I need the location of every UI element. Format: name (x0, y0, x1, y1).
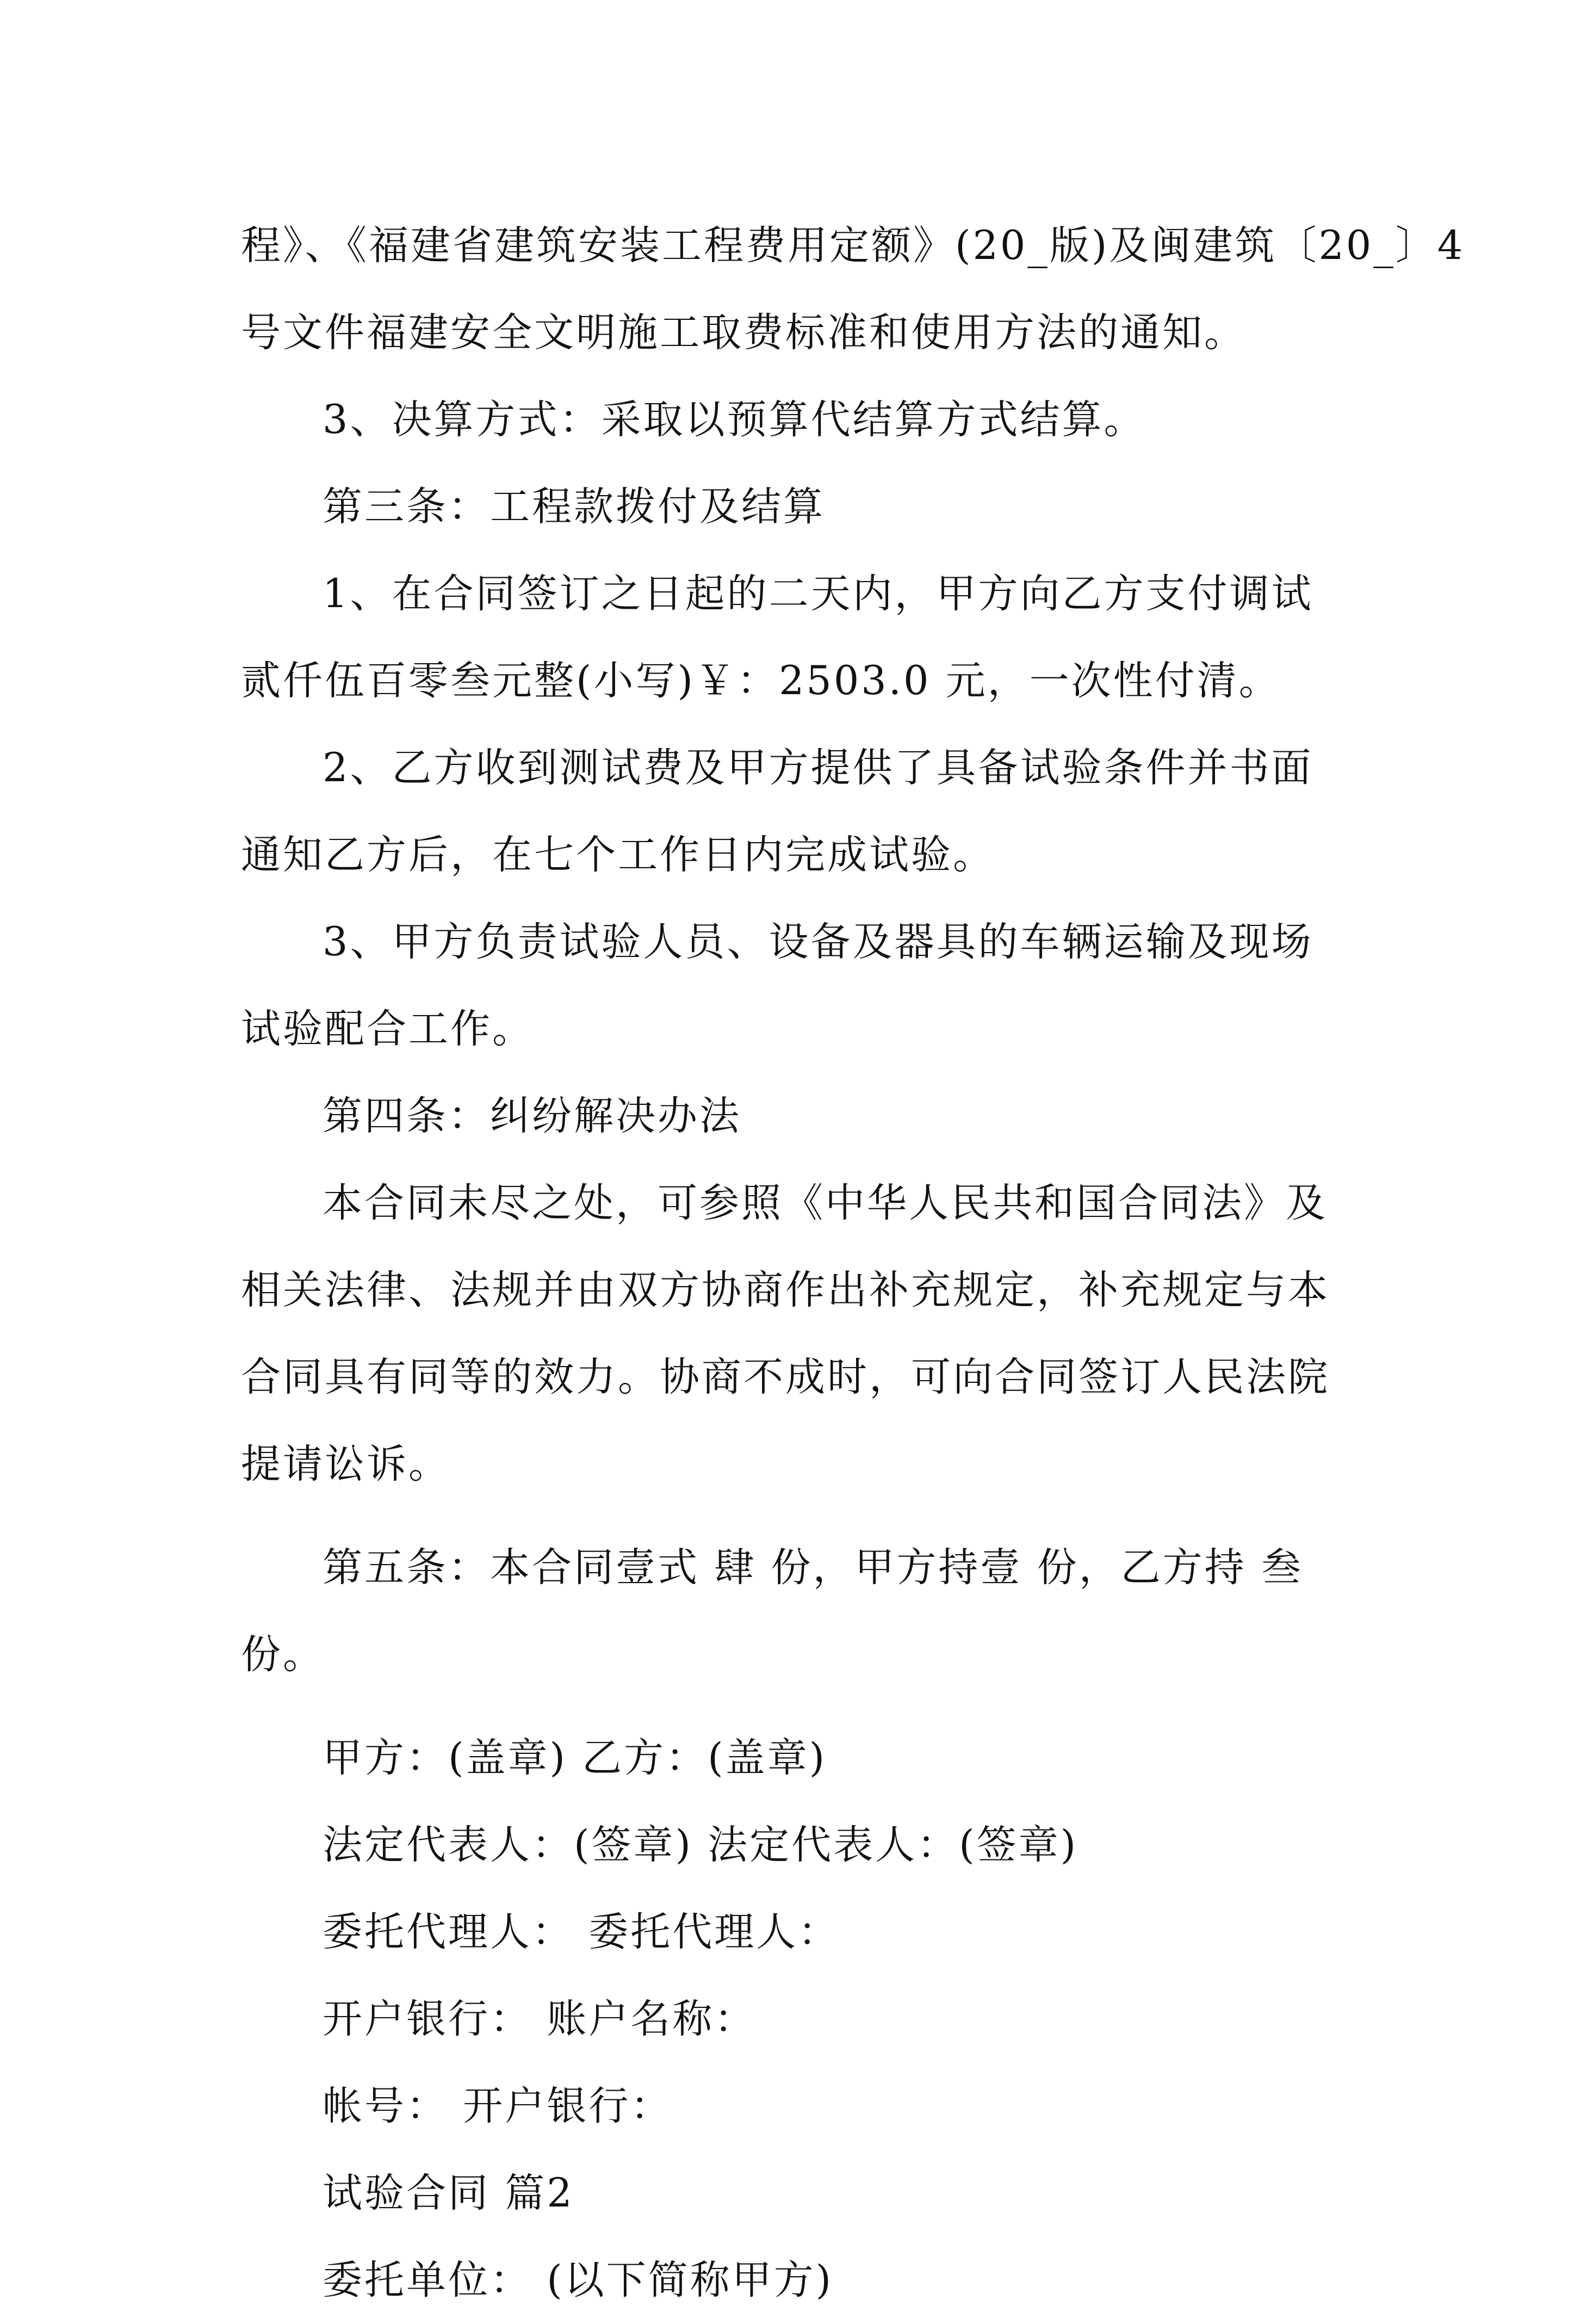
section-heading: 第三条：工程款拨付及结算 (323, 484, 825, 530)
text-line: 通知乙方后，在七个工作日内完成试验。 (241, 832, 995, 878)
signature-line: 开户银行： 账户名称： (323, 1996, 757, 2042)
text-line: 份。 (241, 1631, 325, 1678)
text-line: 号文件福建安全文明施工取费标准和使用方法的通知。 (241, 310, 1246, 356)
text-line: 试验配合工作。 (241, 1006, 534, 1052)
text-line: 3、决算方式：采取以预算代结算方式结算。 (323, 397, 1146, 443)
signature-line: 委托代理人： 委托代理人： (323, 1909, 840, 1955)
text-line: 贰仟伍百零叁元整(小写)￥：2503.0 元，一次性付清。 (241, 658, 1281, 704)
document-body (241, 202, 1465, 2324)
text-line: 提请讼诉。 (241, 1441, 450, 1487)
text-line: 合同具有同等的效力。协商不成时，可向合同签订人民法院 (241, 1354, 1330, 1400)
text-line: 程》、《福建省建筑安装工程费用定额》(20_版)及闽建筑〔20_〕4 (241, 222, 1465, 269)
section-heading: 第四条：纠纷解决办法 (323, 1093, 741, 1139)
signature-line: 法定代表人：(签章) 法定代表人：(签章) (323, 1822, 1079, 1868)
signature-line: 甲方：(盖章) 乙方：(盖章) (323, 1735, 827, 1781)
signature-line: 帐号： 开户银行： (323, 2083, 673, 2129)
text-line: 3、甲方负责试验人员、设备及器具的车辆运输及现场 (323, 919, 1313, 965)
text-line: 本合同未尽之处，可参照《中华人民共和国合同法》及 (323, 1180, 1328, 1226)
text-line: 委托单位： (以下简称甲方) (323, 2257, 834, 2303)
document-subtitle: 试验合同 篇2 (323, 2170, 574, 2216)
text-line: 第五条：本合同壹式 肆 份，甲方持壹 份，乙方持 叁 (323, 1544, 1303, 1591)
text-line: 2、乙方收到测试费及甲方提供了具备试验条件并书面 (323, 745, 1313, 791)
text-line: 1、在合同签订之日起的二天内，甲方向乙方支付调试 (323, 571, 1313, 617)
text-line: 相关法律、法规并由双方协商作出补充规定，补充规定与本 (241, 1267, 1330, 1313)
